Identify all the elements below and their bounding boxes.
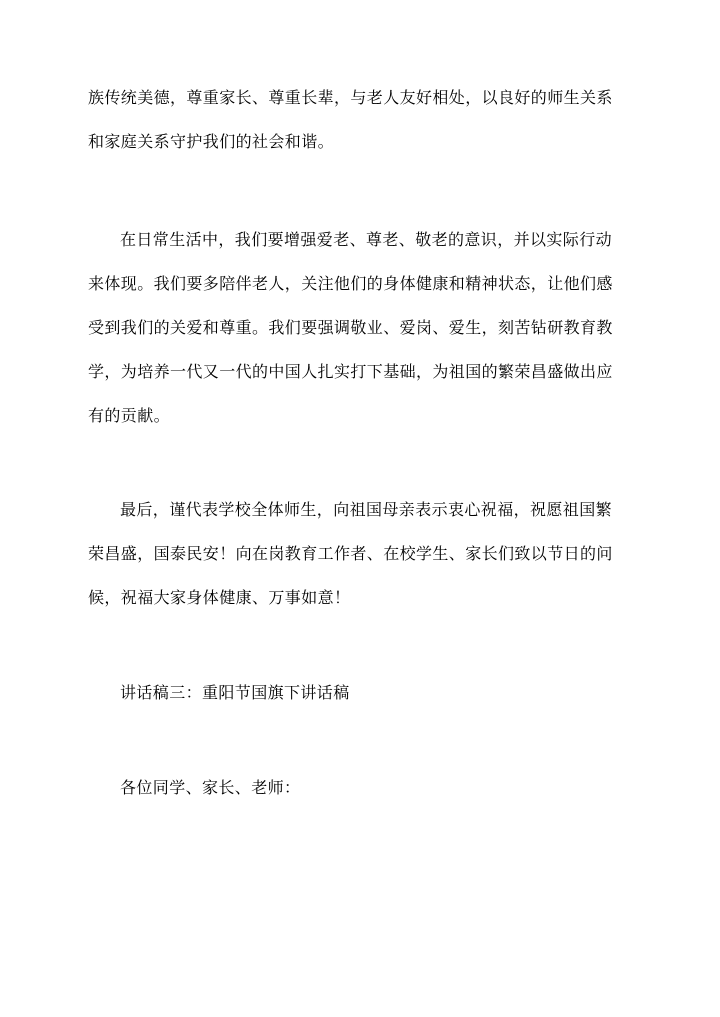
paragraph-2-line-3: 受到我们的关爱和尊重。我们要强调敬业、爱岗、爱生，刻苦钻研教育教 xyxy=(88,318,613,337)
paragraph-2-line-5: 有的贡献。 xyxy=(88,406,171,425)
section-heading: 讲话稿三：重阳节国旗下讲话稿 xyxy=(120,683,350,702)
paragraph-3-line-1: 最后，谨代表学校全体师生，向祖国母亲表示衷心祝福，祝愿祖国繁 xyxy=(120,500,613,519)
paragraph-1-line-1: 族传统美德，尊重家长、尊重长辈，与老人友好相处，以良好的师生关系 xyxy=(88,88,613,107)
paragraph-1-line-2: 和家庭关系守护我们的社会和谐。 xyxy=(88,132,335,151)
paragraph-2-line-1: 在日常生活中，我们要增强爱老、尊老、敬老的意识，并以实际行动 xyxy=(120,230,613,249)
salutation: 各位同学、家长、老师： xyxy=(120,778,301,797)
paragraph-3-line-2: 荣昌盛，国泰民安！向在岗教育工作者、在校学生、家长们致以节日的问 xyxy=(88,544,613,563)
paragraph-2-line-2: 来体现。我们要多陪伴老人，关注他们的身体健康和精神状态，让他们感 xyxy=(88,274,613,293)
paragraph-3-line-3: 候，祝福大家身体健康、万事如意！ xyxy=(88,588,351,607)
paragraph-2-line-4: 学，为培养一代又一代的中国人扎实打下基础，为祖国的繁荣昌盛做出应 xyxy=(88,362,613,381)
